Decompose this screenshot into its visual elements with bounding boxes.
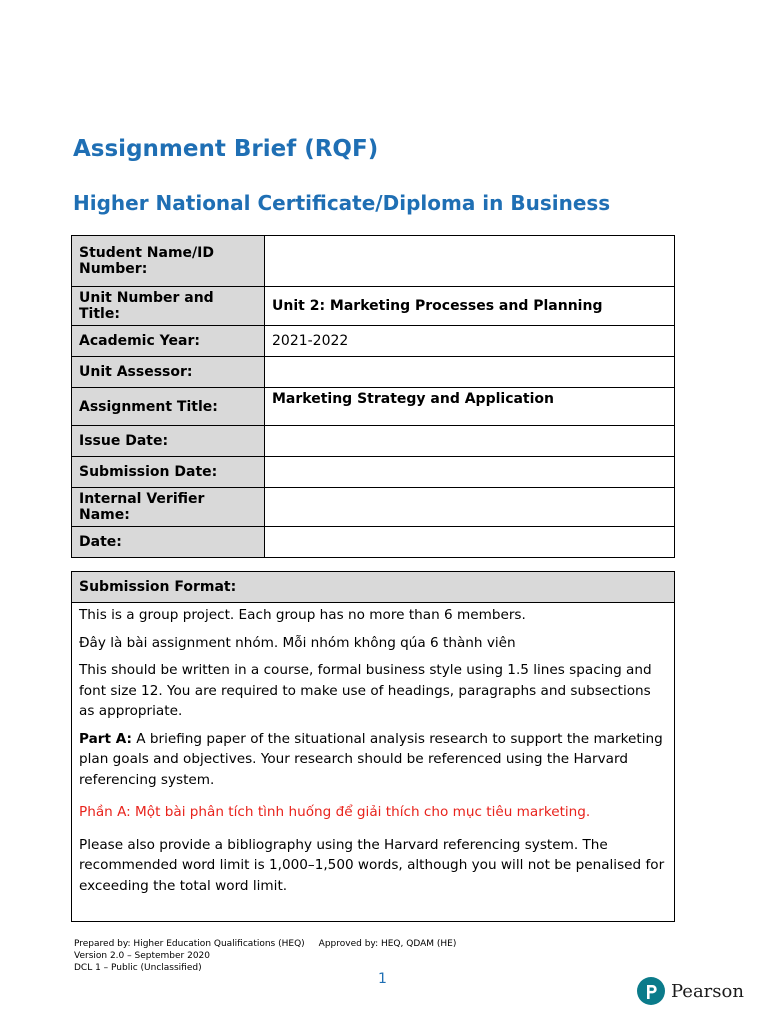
row-value-date (265, 527, 675, 558)
row-label-unit-assessor: Unit Assessor: (72, 357, 265, 388)
group-project-text: This is a group project. Each group has no more than 6 members. (79, 607, 526, 623)
table-row (72, 488, 675, 527)
table-row (72, 236, 675, 287)
part-a-vietnamese: Phần A: Một bài phân tích tình huống để giải thích cho mục tiêu marketing. (79, 804, 591, 820)
row-label-issue-date: Issue Date: (72, 426, 265, 457)
document-footer (74, 938, 456, 974)
submission-format-body (72, 603, 674, 896)
part-a-paragraph (79, 729, 667, 791)
bibliography-instructions: Please also provide a bibliography using the Harvard referencing system. The recommended word limit is 1,000–1,500 words, although you will not be penalised for exceeding the total word limit. (79, 836, 665, 894)
assignment-info-table (71, 235, 675, 558)
approved-by: Approved by: HEQ, QDAM (HE) (318, 939, 457, 949)
row-value-issue-date (265, 426, 675, 457)
submission-format-heading: Submission Format: (72, 572, 674, 603)
row-value-submission-date (265, 457, 675, 488)
pearson-logo (637, 977, 744, 1005)
row-label-assignment-title: Assignment Title: (72, 388, 265, 426)
prepared-by: Prepared by: Higher Education Qualifications (HEQ) (74, 939, 305, 949)
row-label-student-name: Student Name/ID Number: (72, 236, 265, 287)
table-row (72, 426, 675, 457)
row-label-date: Date: (72, 527, 265, 558)
group-project-text-vi: Đây là bài assignment nhóm. Mỗi nhóm không qúa 6 thành viên (79, 634, 516, 651)
submission-format-box (71, 571, 675, 922)
row-value-internal-verifier (265, 488, 675, 527)
part-a-text: A briefing paper of the situational analysis research to support the marketing plan goals and objectives. Your research should be referenced using the Harvard referencing system. (79, 730, 663, 788)
row-label-academic-year: Academic Year: (72, 326, 265, 357)
row-label-submission-date: Submission Date: (72, 457, 265, 488)
row-label-internal-verifier: Internal Verifier Name: (72, 488, 265, 527)
page-number: 1 (378, 971, 387, 987)
table-row (72, 388, 675, 426)
row-label-unit: Unit Number and Title: (72, 287, 265, 326)
table-row (72, 326, 675, 357)
pearson-wordmark: Pearson (671, 980, 744, 1002)
document-title: Assignment Brief (RQF) (73, 136, 379, 162)
style-instructions: This should be written in a course, formal business style using 1.5 lines spacing and font size 12. You are required to make use of headings, paragraphs and subsections as appropriate. (79, 662, 652, 719)
row-value-assignment-title: Marketing Strategy and Application (265, 388, 675, 426)
version-text: Version 2.0 – September 2020 (74, 951, 211, 961)
row-value-unit-assessor (265, 357, 675, 388)
document-subtitle: Higher National Certificate/Diploma in Business (73, 191, 611, 215)
classification-text: DCL 1 – Public (Unclassified) (74, 963, 202, 973)
row-value-academic-year: 2021-2022 (265, 326, 675, 357)
pearson-logo-icon (637, 977, 665, 1005)
table-row (72, 457, 675, 488)
row-value-unit: Unit 2: Marketing Processes and Planning (265, 287, 675, 326)
table-row (72, 357, 675, 388)
table-row (72, 527, 675, 558)
table-row (72, 287, 675, 326)
part-a-label: Part A: (79, 730, 132, 747)
row-value-student-name (265, 236, 675, 287)
